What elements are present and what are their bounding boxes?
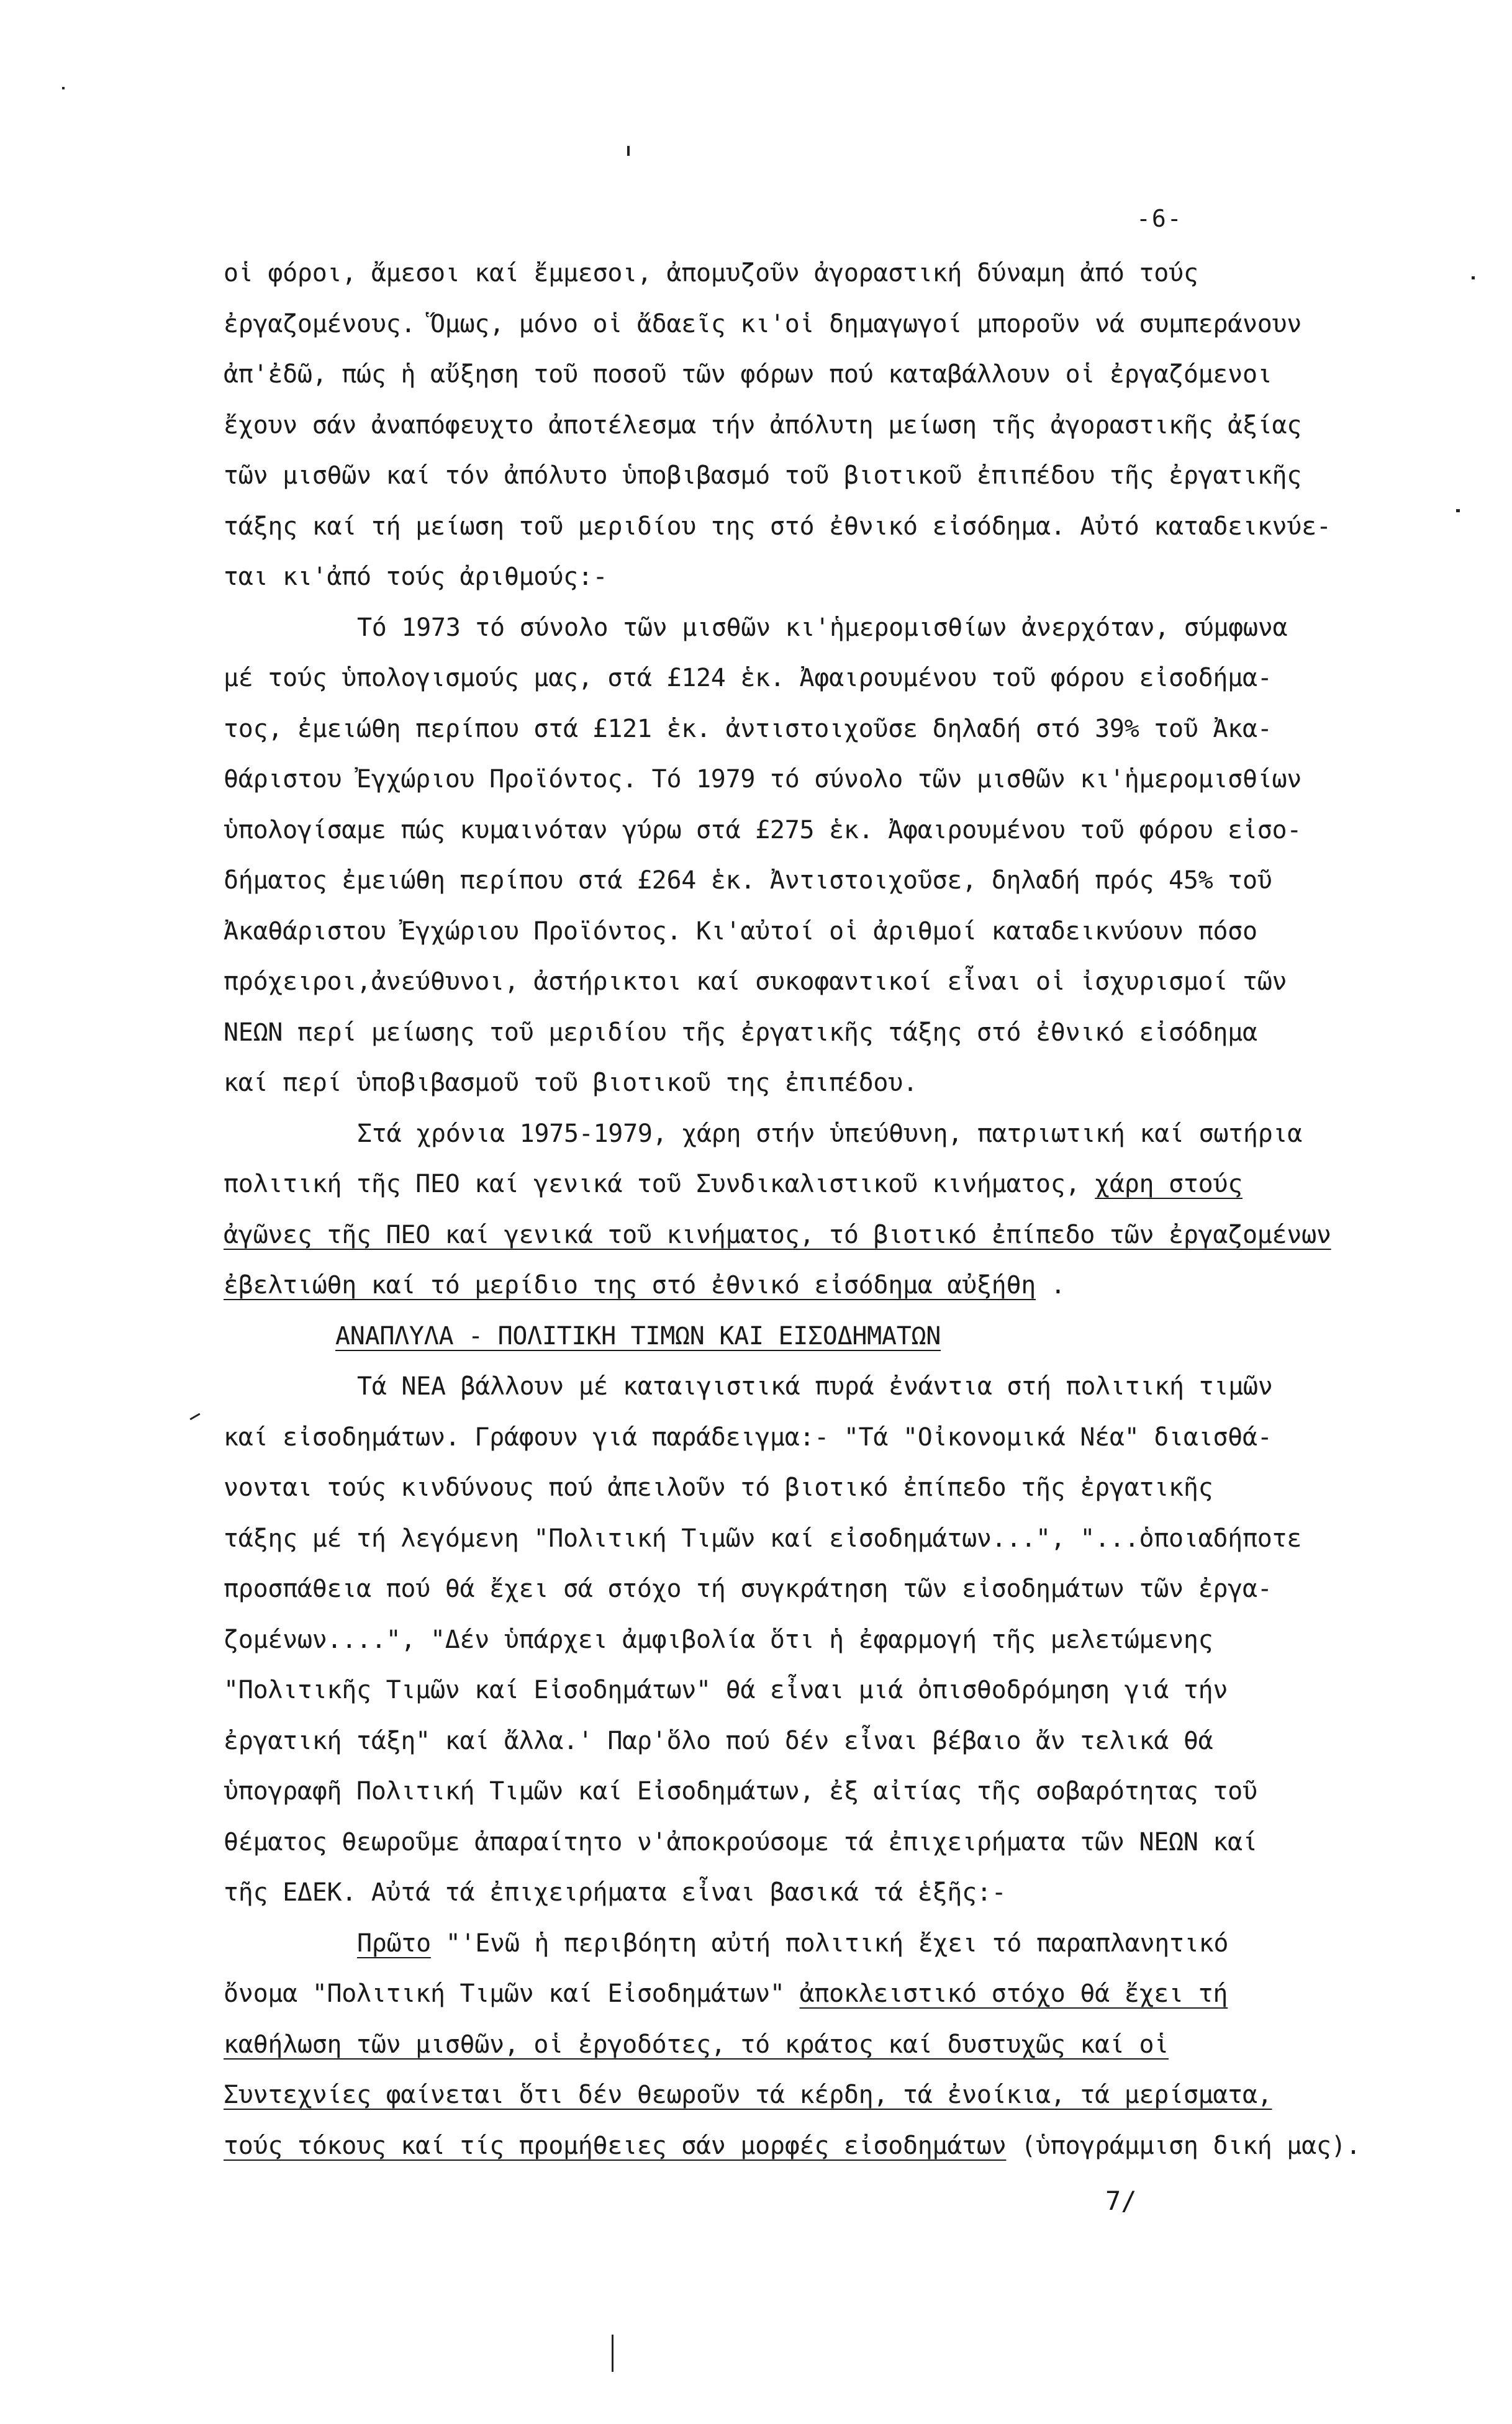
text-line: ἐργατική τάξη" καί ἄλλα.' Παρ'ὅλο πού δέν εἶναι βέβαιο ἄν τελικά θά <box>224 1726 1213 1755</box>
text-line: θάριστου Ἐγχώριου Προϊόντος. Τό 1979 τό σύνολο τῶν μισθῶν κι'ἡμερομισθίων <box>224 765 1302 794</box>
text-line: ζομένων....", "Δέν ὑπάρχει ἀμφιβολία ὅτι ἡ ἐφαρμογή τῆς μελετώμενης <box>224 1625 1213 1654</box>
text-line: μέ τούς ὑπολογισμούς μας, στά £124 ἑκ. Ἀφαιρουμένου τοῦ φόρου εἰσοδήμα- <box>224 664 1272 692</box>
underlined-text: χάρη στούς <box>1095 1170 1243 1198</box>
text-line: ἐργαζομένους. Ὅμως, μόνο οἱ ἄδαεῖς κι'οἱ δημαγωγοί μποροῦν νά συμπεράνουν <box>224 309 1302 338</box>
text-line: Τό 1973 τό σύνολο τῶν μισθῶν κι'ἡμερομισθίων ἀνερχόταν, σύμφωνα <box>357 613 1288 642</box>
text-line: ἀπ'ἐδῶ, πώς ἡ αὔξηση τοῦ ποσοῦ τῶν φόρων πού καταβάλλουν οἱ ἐργαζόμενοι <box>224 360 1272 389</box>
underlined-text: τούς τόκους καί τίς προμήθειες σάν μορφές εἰσοδημάτων <box>224 2131 1007 2160</box>
text-line: Στά χρόνια 1975-1979, χάρη στήν ὑπεύθυνη, πατριωτική καί σωτήρια <box>357 1119 1303 1148</box>
text-line: "Πολιτικῆς Τιμῶν καί Εἰσοδημάτων" θά εἶναι μιά ὀπισθοδρόμηση γιά τήν <box>224 1676 1228 1704</box>
text-line: τος, ἐμειώθη περίπου στά £121 ἑκ. ἀντιστοιχοῦσε δηλαδή στό 39% τοῦ Ἀκα- <box>224 714 1272 743</box>
scan-speck <box>189 1413 200 1421</box>
text-line: ἔχουν σάν ἀναπόφευχτο ἀποτέλεσμα τήν ἀπόλυτη μείωση τῆς ἀγοραστικῆς ἀξίας <box>224 410 1302 440</box>
text-line: προσπάθεια πού θά ἔχει σά στόχο τή συγκράτηση τῶν εἰσοδημάτων τῶν ἐργα- <box>224 1575 1272 1603</box>
text-line <box>224 1210 1434 1261</box>
underlined-text: ἀγῶνες τῆς ΠΕΟ καί γενικά τοῦ κινήματος, τό βιοτικό ἐπίπεδο τῶν ἐργαζομένων <box>224 1220 1331 1249</box>
text-line <box>224 1159 1434 1210</box>
underlined-text: Πρῶτο <box>357 1929 431 1958</box>
scan-speck <box>627 146 630 156</box>
text-line: τῶν μισθῶν καί τόν ἀπόλυτο ὑποβιβασμό τοῦ βιοτικοῦ ἐπιπέδου τῆς ἐργατικῆς <box>224 461 1302 490</box>
text-line: καί εἰσοδημάτων. Γράφουν γιά παράδειγμα:- "Τά "Οἰκονομικά Νέα" διαισθά- <box>224 1422 1272 1452</box>
text-line: ται κι'ἀπό τούς ἀριθμούς:- <box>224 563 608 591</box>
underlined-text: Συντεχνίες φαίνεται ὅτι δέν θεωροῦν τά κέρδη, τά ἐνοίκια, τά μερίσματα, <box>224 2081 1272 2109</box>
text-line: Τά ΝΕΑ βάλλουν μέ καταιγιστικά πυρά ἐνάντια στή πολιτική τιμῶν <box>357 1372 1273 1401</box>
text-line: τάξης καί τή μείωση τοῦ μεριδίου της στό ἐθνικό εἰσόδημα. Αὐτό καταδεικνύε- <box>224 512 1331 541</box>
text-line <box>224 2121 1434 2172</box>
scan-speck <box>612 2335 613 2372</box>
text-line: τάξης μέ τή λεγόμενη "Πολιτική Τιμῶν καί εἰσοδημάτων...", "...ὁποιαδήποτε <box>224 1524 1302 1553</box>
text-line: τῆς ΕΔΕΚ. Αὐτά τά ἐπιχειρήματα εἶναι βασικά τά ἑξῆς:- <box>224 1878 1007 1907</box>
text-segment: . <box>1050 1271 1066 1300</box>
text-line: ὑπολογίσαμε πώς κυμαινόταν γύρω στά £275 ἑκ. Ἀφαιρουμένου τοῦ φόρου εἰσο- <box>224 815 1302 844</box>
text-line: θέματος θεωροῦμε ἀπαραίτητο ν'ἀποκρούσομε τά ἐπιχειρήματα τῶν ΝΕΩΝ καί <box>224 1827 1257 1856</box>
text-line: δήματος ἐμειώθη περίπου στά £264 ἑκ. Ἀντιστοιχοῦσε, δηλαδή πρός 45% τοῦ <box>224 866 1272 895</box>
scan-speck <box>1472 276 1475 279</box>
page-number: -6- <box>1136 205 1183 232</box>
text-line <box>224 2020 1434 2071</box>
text-line: πρόχειροι,ἀνεύθυνοι, ἀστήρικτοι καί συκοφαντικοί εἶναι οἱ ἰσχυρισμοί τῶν <box>224 967 1287 996</box>
text-line: νονται τούς κινδύνους πού ἀπειλοῦν τό βιοτικό ἐπίπεδο τῆς ἐργατικῆς <box>224 1473 1213 1502</box>
section-heading <box>224 1311 1434 1362</box>
text-line <box>224 1260 1434 1311</box>
text-line: ὑπογραφῆ Πολιτική Τιμῶν καί Εἰσοδημάτων, ἐξ αἰτίας τῆς σοβαρότητας τοῦ <box>224 1777 1257 1806</box>
underlined-text: ἐβελτιώθη καί τό μερίδιο της στό ἐθνικό εἰσόδημα αὐξήθη <box>224 1271 1036 1300</box>
continuation-marker: 7/ <box>1105 2186 1137 2216</box>
underlined-text: ἀποκλειστικό στόχο θά ἔχει τή <box>799 1979 1228 2008</box>
scan-speck <box>1456 509 1460 512</box>
text-line <box>224 1969 1434 2020</box>
text-line <box>224 2070 1434 2121</box>
text-line <box>224 1919 1434 1970</box>
section-heading-text: ΑΝΑΠΛΥΛΑ - ΠΟΛΙΤΙΚΗ ΤΙΜΩΝ ΚΑΙ ΕΙΣΟΔΗΜΑΤΩΝ <box>335 1321 941 1350</box>
text-line: οἱ φόροι, ἄμεσοι καί ἔμμεσοι, ἀπομυζοῦν ἀγοραστική δύναμη ἀπό τούς <box>224 259 1198 287</box>
text-segment: ὄνομα "Πολιτική Τιμῶν καί Εἰσοδημάτων" <box>224 1979 800 2008</box>
scan-speck <box>62 87 65 89</box>
text-segment: πολιτική τῆς ΠΕΟ καί γενικά τοῦ Συνδικαλιστικοῦ κινήματος, <box>224 1170 1080 1198</box>
document-body <box>224 248 1434 2171</box>
text-segment: "'Ενῶ ἡ περιβόητη αὐτή πολιτική ἔχει τό παραπλανητικό <box>430 1929 1229 1958</box>
text-line: καί περί ὑποβιβασμοῦ τοῦ βιοτικοῦ της ἐπιπέδου. <box>224 1069 918 1097</box>
text-segment: (ὑπογράμμιση δική μας). <box>1006 2131 1361 2160</box>
text-line: ΝΕΩΝ περί μείωσης τοῦ μεριδίου τῆς ἐργατικῆς τάξης στό ἐθνικό εἰσόδημα <box>224 1018 1257 1047</box>
underlined-text: καθήλωση τῶν μισθῶν, οἱ ἐργοδότες, τό κράτος καί δυστυχῶς καί οἱ <box>224 2030 1169 2059</box>
text-line: Ἀκαθάριστου Ἐγχώριου Προϊόντος. Κι'αὐτοί οἱ ἀριθμοί καταδεικνύουν πόσο <box>224 916 1257 946</box>
